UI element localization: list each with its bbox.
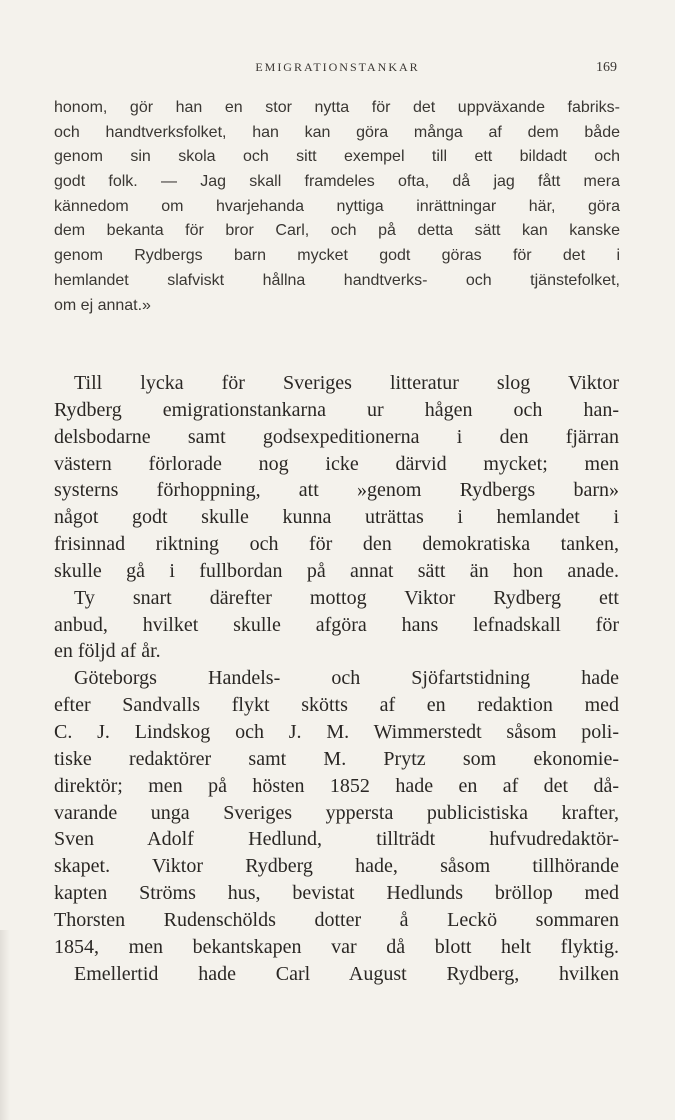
quote-line: och handtverksfolket, han kan göra många af dem både bbox=[54, 123, 620, 141]
body-line: C. J. Lindskog och J. M. Wimmerstedt såsom poli- bbox=[54, 720, 619, 743]
body-line: delsbodarne samt godsexpeditionerna i den fjärran bbox=[54, 425, 619, 448]
body-line: Emellertid hade Carl August Rydberg, hvilken bbox=[74, 962, 619, 985]
quote-line: dem bekanta för bror Carl, och på detta sätt kan kanske bbox=[54, 222, 620, 240]
body-line: skapet. Viktor Rydberg hade, såsom tillhörande bbox=[54, 855, 619, 878]
quote-line: godt folk. — Jag skall framdeles ofta, då jag fått mera bbox=[54, 173, 620, 191]
body-line: Sven Adolf Hedlund, tillträdt hufvudredaktör- bbox=[54, 828, 619, 851]
quote-line: kännedom om hvarjehanda nyttiga inrättningar här, göra bbox=[54, 197, 620, 215]
quoted-letter-excerpt bbox=[54, 96, 620, 318]
body-line: varande unga Sveriges yppersta publicistiska krafter, bbox=[54, 801, 619, 824]
quote-line: genom sin skola och sitt exempel till ett bildadt och bbox=[54, 148, 620, 166]
body-text bbox=[54, 370, 619, 987]
quote-line: hemlandet slafviskt hållna handtverks- och tjänstefolket, bbox=[54, 271, 620, 289]
body-line: en följd af år. bbox=[54, 640, 161, 663]
paragraph-first-line: Till lycka för Sveriges litteratur slog Viktor bbox=[74, 372, 619, 394]
page-header bbox=[0, 60, 675, 80]
body-line: skulle gå i fullbordan på annat sätt än hon anade. bbox=[54, 559, 619, 582]
paragraph-first-line: Ty snart därefter mottog Viktor Rydberg ett bbox=[74, 586, 619, 609]
quote-line: genom Rydbergs barn mycket godt göras för det i bbox=[54, 247, 620, 265]
body-line: anbud, hvilket skulle afgöra hans lefnadskall för bbox=[54, 613, 619, 636]
running-head: EMIGRATIONSTANKAR bbox=[255, 60, 420, 74]
body-line: kapten Ströms hus, bevistat Hedlunds bröllop med bbox=[54, 882, 619, 905]
paragraph-first-line: Göteborgs Handels- och Sjöfartstidning hade bbox=[74, 667, 619, 690]
body-line: systerns förhoppning, att »genom Rydbergs barn» bbox=[54, 479, 619, 502]
quote-line: honom, gör han en stor nytta för det uppväxande fabriks- bbox=[54, 99, 620, 116]
body-line: frisinnad riktning och för den demokratiska tanken, bbox=[54, 533, 619, 556]
body-line: tiske redaktörer samt M. Prytz som ekonomie- bbox=[54, 747, 619, 770]
page-edge-shadow bbox=[0, 930, 10, 1120]
body-line: Rydberg emigrationstankarna ur hågen och han- bbox=[54, 398, 619, 421]
body-line: efter Sandvalls flykt skötts af en redaktion med bbox=[54, 694, 619, 717]
body-line: västern förlorade nog icke därvid mycket; men bbox=[54, 452, 619, 475]
quote-line: om ej annat.» bbox=[54, 296, 151, 314]
body-line: direktör; men på hösten 1852 hade en af det då- bbox=[54, 774, 619, 797]
body-line: något godt skulle kunna uträttas i hemlandet i bbox=[54, 506, 619, 529]
page-number: 169 bbox=[596, 60, 617, 75]
body-line: 1854, men bekantskapen var då blott helt flyktig. bbox=[54, 935, 619, 958]
body-line: Thorsten Rudenschölds dotter å Leckö sommaren bbox=[54, 908, 619, 931]
